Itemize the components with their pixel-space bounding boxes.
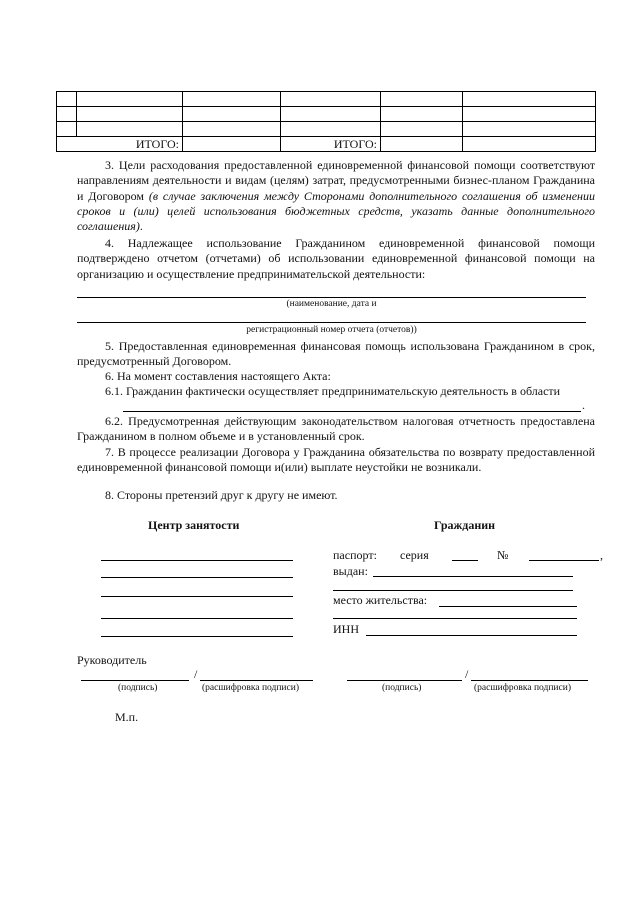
paragraph-4: 4. Надлежащее использование Гражданином единовременной финансовой помощи подтверждено отчетом (отчетами) об использовании единовременной финансовой помощи на организацию и осуществление предпринимательской деятельности:	[77, 236, 595, 281]
series-line	[452, 560, 478, 561]
center-line-4	[101, 618, 293, 619]
report-caption-1: (наименование, дата и	[286, 299, 377, 309]
passport-label: паспорт:	[333, 548, 377, 562]
head-sign-line	[81, 680, 189, 681]
paragraph-3: 3. Цели расходования предоставленной единовременной финансовой помощи соответствуют направлениям деятельности и видам (целям) затрат, предусмотренными бизнес-планом Гражданина и Договором (в случае заключения между Сторонами дополнительного соглашения об изменении сроков и (или) целей использования бюджетных средств, указать данные дополнительного соглашения).	[77, 158, 595, 234]
paragraph-6-2: 6.2. Предусмотренная действующим законодательством налоговая отчетность предоставлена Гражданином в полном объеме и в установленный срок.	[77, 414, 595, 444]
citizen-sign-line	[347, 680, 462, 681]
series-label: серия	[400, 548, 429, 562]
number-line	[529, 560, 599, 561]
paragraph-7: 7. В процессе реализации Договора у Гражданина обязательства по возврату предоставленной единовременной финансовой помощи и(или) выплате неустойки не возникали.	[77, 445, 595, 475]
activity-line	[123, 411, 581, 412]
table-row	[57, 107, 596, 122]
seal-label: М.п.	[115, 710, 139, 724]
center-line-1	[101, 560, 293, 561]
head-sign-caption: (подпись)	[118, 683, 158, 693]
total-label-2: ИТОГО:	[281, 137, 381, 152]
center-line-5	[101, 636, 293, 637]
table-total-row	[57, 137, 596, 152]
head-decode-caption: (расшифровка подписи)	[202, 683, 299, 693]
citizen-decode-line	[471, 680, 588, 681]
citizen-sign-caption: (подпись)	[382, 683, 422, 693]
expense-table	[56, 91, 596, 152]
employment-center-title: Центр занятости	[148, 518, 240, 532]
report-line-2	[77, 322, 586, 323]
issued-line-2	[333, 590, 573, 591]
paragraph-5: 5. Предоставленная единовременная финансовая помощь использована Гражданином в срок, предусмотренный Договором.	[77, 339, 595, 369]
total-label-1: ИТОГО:	[57, 137, 183, 152]
report-caption-2: регистрационный номер отчета (отчетов))	[246, 325, 417, 335]
residence-line-2	[333, 618, 577, 619]
head-slash: /	[194, 667, 198, 681]
issued-line	[373, 576, 573, 577]
issued-label: выдан:	[333, 564, 368, 578]
paragraph-6: 6. На момент составления настоящего Акта:	[105, 369, 331, 383]
center-line-2	[101, 577, 293, 578]
citizen-decode-caption: (расшифровка подписи)	[474, 683, 571, 693]
residence-line	[439, 606, 577, 607]
inn-line	[366, 635, 577, 636]
table-row	[57, 122, 596, 137]
citizen-slash: /	[465, 667, 469, 681]
activity-period: .	[582, 398, 585, 412]
head-decode-line	[200, 680, 313, 681]
paragraph-6-1: 6.1. Гражданин фактически осуществляет предпринимательскую деятельность в области	[105, 384, 561, 398]
number-comma: ,	[600, 548, 603, 562]
citizen-title: Гражданин	[434, 518, 496, 532]
center-line-3	[101, 596, 293, 597]
report-line-1	[77, 297, 586, 298]
paragraph-3-note: (в случае заключения между Сторонами дополнительного соглашения об изменении сроков и (или) целей использования бюджетных средств, указать данные дополнительного соглашения)	[77, 188, 595, 234]
residence-label: место жительства:	[333, 593, 428, 607]
table-row	[57, 92, 596, 107]
paragraph-8: 8. Стороны претензий друг к другу не имеют.	[105, 488, 338, 502]
number-label: №	[497, 548, 509, 562]
inn-label: ИНН	[333, 622, 359, 636]
head-label: Руководитель	[77, 653, 147, 667]
